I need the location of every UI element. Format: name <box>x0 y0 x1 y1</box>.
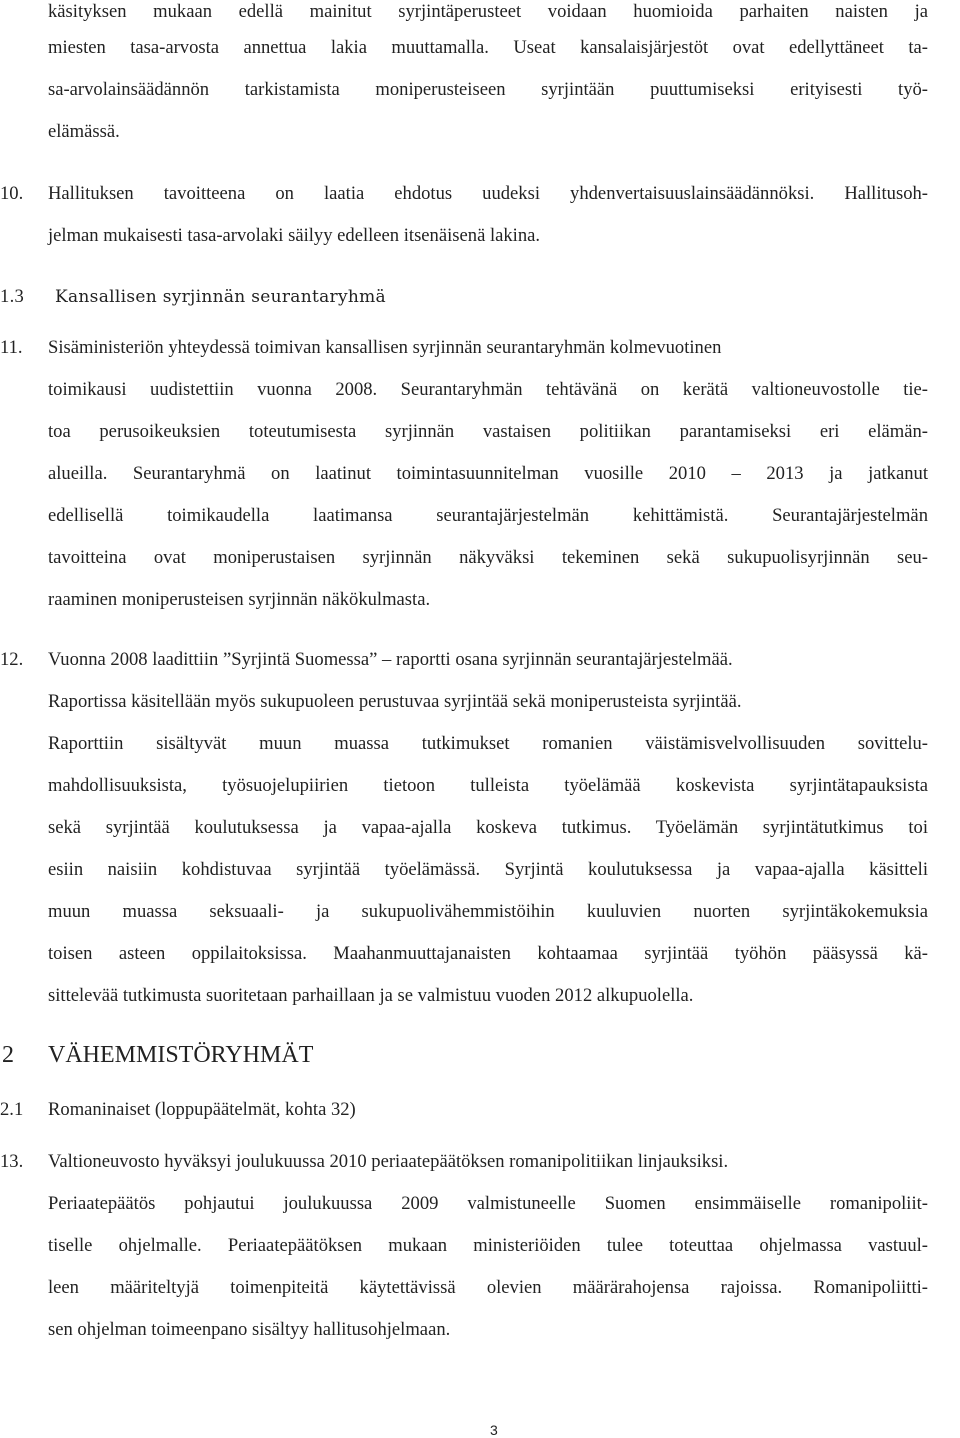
paragraph-number: 11. <box>0 337 23 358</box>
paragraph-line: alueilla. Seurantaryhmä on laatinut toimintasuunnitelman vuosille 2010 – 2013 ja jatkanut <box>48 463 928 484</box>
paragraph-line: tiselle ohjelmalle. Periaatepäätöksen mukaan ministeriöiden tulee toteuttaa ohjelmassa vastuul- <box>48 1235 928 1256</box>
paragraph-line: jelman mukaisesti tasa-arvolaki säilyy edelleen itsenäisenä lakina. <box>48 225 541 246</box>
paragraph-number: 10. <box>0 183 24 204</box>
intro-line: miesten tasa-arvosta annettua lakia muuttamalla. Useat kansalaisjärjestöt ovat edellyttäneet ta- <box>48 37 928 58</box>
paragraph-line: raaminen moniperusteisen syrjinnän näkökulmasta. <box>48 589 431 610</box>
intro-line: sa-arvolainsäädännön tarkistamista moniperusteiseen syrjintään puuttumiseksi erityisesti työ- <box>48 79 928 100</box>
paragraph-line: esiin naisiin kohdistuvaa syrjintää työelämässä. Syrjintä koulutuksessa ja vapaa-ajalla käsitteli <box>48 859 928 880</box>
section-number: 2.1 <box>0 1099 24 1120</box>
paragraph-line: tavoitteina ovat moniperustaisen syrjinnän näkyväksi tekeminen sekä sukupuolisyrjinnän seu- <box>48 547 928 568</box>
paragraph-line: sekä syrjintää koulutuksessa ja vapaa-ajalla koskeva tutkimus. Työelämän syrjintätutkimus toi <box>48 817 928 838</box>
paragraph-line: muun muassa seksuaali- ja sukupuolivähemmistöihin kuuluvien nuorten syrjintäkokemuksia <box>48 901 928 922</box>
intro-line: elämässä. <box>48 121 120 142</box>
paragraph-line: Raporttiin sisältyvät muun muassa tutkimukset romanien väistämisvelvollisuuden sovittelu- <box>48 733 928 754</box>
paragraph-line: sen ohjelman toimeenpano sisältyy hallitusohjelmaan. <box>48 1319 451 1340</box>
paragraph-line: leen määriteltyjä toimenpiteitä käytettävissä olevien määrärahojensa rajoissa. Romanipoliitti- <box>48 1277 928 1298</box>
paragraph-line: sittelevää tutkimusta suoritetaan parhaillaan ja se valmistuu vuoden 2012 alkupuolella. <box>48 985 694 1006</box>
paragraph-line: Valtioneuvosto hyväksyi joulukuussa 2010 periaatepäätöksen romanipolitiikan linjauksiksi. <box>48 1151 729 1172</box>
page-number: 3 <box>490 1422 498 1438</box>
paragraph-line: toa perusoikeuksien toteutumisesta syrjinnän vastaisen politiikan parantamiseksi eri elämän- <box>48 421 928 442</box>
paragraph-line: Raportissa käsitellään myös sukupuoleen perustuvaa syrjintää sekä moniperusteista syrjintää. <box>48 691 742 712</box>
paragraph-line: toimikausi uudistettiin vuonna 2008. Seurantaryhmän tehtävänä on kerätä valtioneuvostolle tie- <box>48 379 928 400</box>
paragraph-line: Periaatepäätös pohjautui joulukuussa 2009 valmistuneelle Suomen ensimmäiselle romanipoliit- <box>48 1193 928 1214</box>
section-title: Romaninaiset (loppupäätelmät, kohta 32) <box>48 1099 356 1120</box>
paragraph-line: Hallituksen tavoitteena on laatia ehdotus uudeksi yhdenvertaisuuslainsäädännöksi. Hallitusoh- <box>48 183 928 204</box>
paragraph-line: edellisellä toimikaudella laatimansa seurantajärjestelmän kehittämistä. Seurantajärjestelmän <box>48 505 928 526</box>
section-number: 2 <box>2 1042 14 1068</box>
paragraph-line: mahdollisuuksista, työsuojelupiirien tietoon tulleista työelämää koskevista syrjintätapauksista <box>48 775 928 796</box>
intro-line: käsityksen mukaan edellä mainitut syrjintäperusteet voidaan huomioida parhaiten naisten ja <box>48 1 928 22</box>
paragraph-line: Vuonna 2008 laadittiin ”Syrjintä Suomessa” – raportti osana syrjinnän seurantajärjestelmää. <box>48 649 733 670</box>
paragraph-line: toisen asteen oppilaitoksissa. Maahanmuuttajanaisten kohtaamaa syrjintää työhön pääsyssä kä- <box>48 943 928 964</box>
paragraph-line: Sisäministeriön yhteydessä toimivan kansallisen syrjinnän seurantaryhmän kolmevuotinen <box>48 337 722 358</box>
section-title: Kansallisen syrjinnän seurantaryhmä <box>55 287 386 307</box>
section-title: VÄHEMMISTÖRYHMÄT <box>48 1042 314 1068</box>
paragraph-number: 13. <box>0 1151 24 1172</box>
section-number: 1.3 <box>0 286 25 307</box>
paragraph-number: 12. <box>0 649 24 670</box>
